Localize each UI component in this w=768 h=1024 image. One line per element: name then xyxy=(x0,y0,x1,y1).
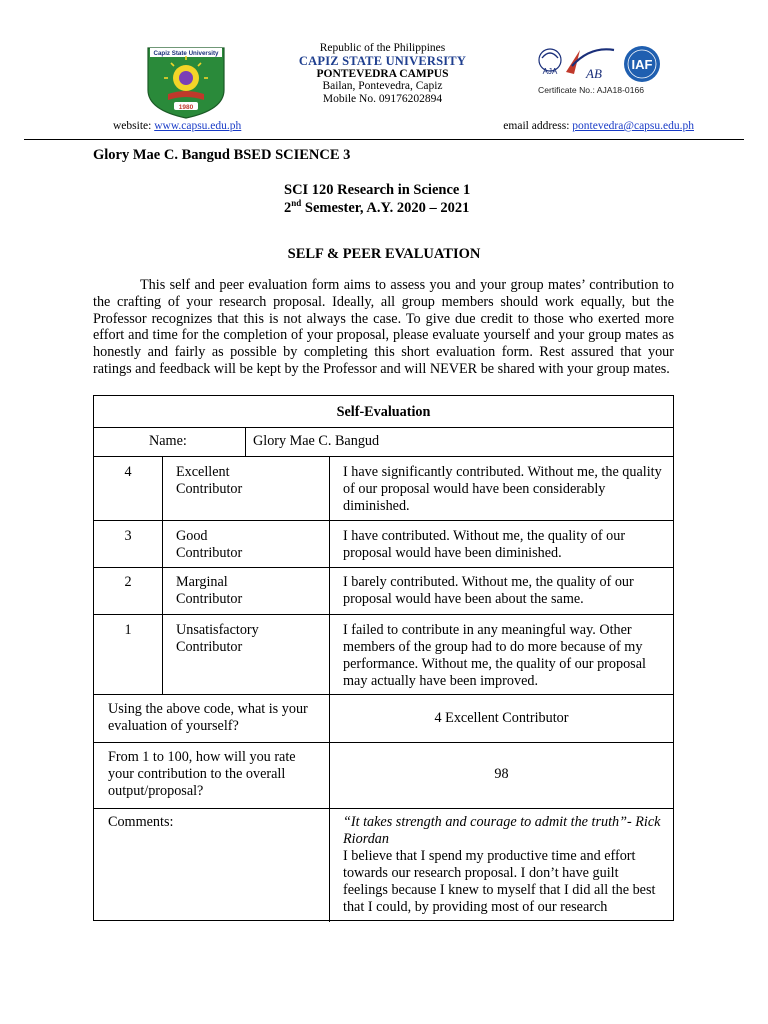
semester-line: 2nd Semester, A.Y. 2020 – 2021 xyxy=(284,198,470,216)
comments-label: Comments: xyxy=(108,814,174,830)
code-label: Good Contributor xyxy=(176,528,243,561)
mobile-text: Mobile No. 09176202894 xyxy=(322,93,443,106)
university-name: CAPIZ STATE UNIVERSITY xyxy=(298,53,467,68)
address-text: Bailan, Pontevedra, Capiz xyxy=(322,80,443,93)
website-line: website: www.capsu.edu.ph xyxy=(113,120,242,132)
code-desc: I have significantly contributed. Without me, the quality of our proposal would have been considerably diminished. xyxy=(343,464,662,514)
course-info xyxy=(284,181,470,217)
code-desc: I have contributed. Without me, the quality of our proposal would have been diminished. xyxy=(343,528,626,561)
comment-body: I believe that I spend my productive time and effort towards our research proposal. I don’t have guilt feelings because I knew to myself that I did all the best that I could, by providing most of our research xyxy=(343,848,656,915)
code-num: 1 xyxy=(124,622,132,638)
cert-aja-text: AJA xyxy=(542,67,558,76)
form-title: SELF & PEER EVALUATION xyxy=(287,246,481,262)
capiz-state-university-logo xyxy=(138,44,234,120)
header-divider xyxy=(24,139,744,140)
comment-quote: “It takes strength and courage to admit the truth”- Rick Riordan xyxy=(343,814,661,847)
cert-ab-text: AB xyxy=(586,66,602,81)
logo-text: Capiz State University xyxy=(153,50,219,57)
code-desc: I failed to contribute in any meaningful way. Other members of the group had to do more because of my performance. Without me, the quality of our proposal may actually have been improved. xyxy=(343,622,646,689)
code-label: Unsatisfactory Contributor xyxy=(176,622,259,655)
email-line: email address: pontevedra@capsu.edu.ph xyxy=(503,120,694,132)
student-line: Glory Mae C. Bangud BSED SCIENCE 3 xyxy=(93,147,351,163)
republic-text: Republic of the Philippines xyxy=(319,42,446,54)
letterhead xyxy=(250,42,515,106)
cert-iaf-text: IAF xyxy=(631,57,653,72)
campus-name: PONTEVEDRA CAMPUS xyxy=(316,67,449,80)
question-rating: From 1 to 100, how will you rate your contribution to the overall output/proposal? xyxy=(108,749,296,799)
course-title: SCI 120 Research in Science 1 xyxy=(284,182,471,198)
certification-logos xyxy=(538,44,672,98)
website-link[interactable]: www.capsu.edu.ph xyxy=(154,120,242,132)
answer-self-code: 4 Excellent Contributor xyxy=(434,710,569,726)
code-desc: I barely contributed. Without me, the quality of our proposal would have been about the same. xyxy=(343,574,634,607)
code-label: Excellent Contributor xyxy=(176,464,243,497)
name-value: Glory Mae C. Bangud xyxy=(253,433,380,449)
self-evaluation-table xyxy=(93,395,674,921)
name-label: Name: xyxy=(149,433,187,449)
email-link[interactable]: pontevedra@capsu.edu.ph xyxy=(572,120,694,132)
logo-year: 1980 xyxy=(178,104,194,111)
code-num: 2 xyxy=(124,574,132,590)
code-label: Marginal Contributor xyxy=(176,574,243,607)
table-heading: Self-Evaluation xyxy=(336,404,431,420)
question-self-code: Using the above code, what is your evaluation of yourself? xyxy=(108,701,308,734)
code-num: 3 xyxy=(124,528,132,544)
cert-number: Certificate No.: AJA18-0166 xyxy=(538,85,645,95)
answer-rating: 98 xyxy=(494,766,509,782)
intro-paragraph: This self and peer evaluation form aims to assess you and your group mates’ contribution to the crafting of your research proposal. Ideally, all group members should work equally, but the Professor recognizes that this is not always the case. To give due credit to those who exerted more effort and time for the completion of your proposal, please evaluate yourself and your group mates as honestly and fairly as possible by completing this short evaluation form. Rest assured that your ratings and feedback will be kept by the Professor and will NEVER be shared with your group mates. xyxy=(93,277,674,377)
code-num: 4 xyxy=(124,464,132,480)
